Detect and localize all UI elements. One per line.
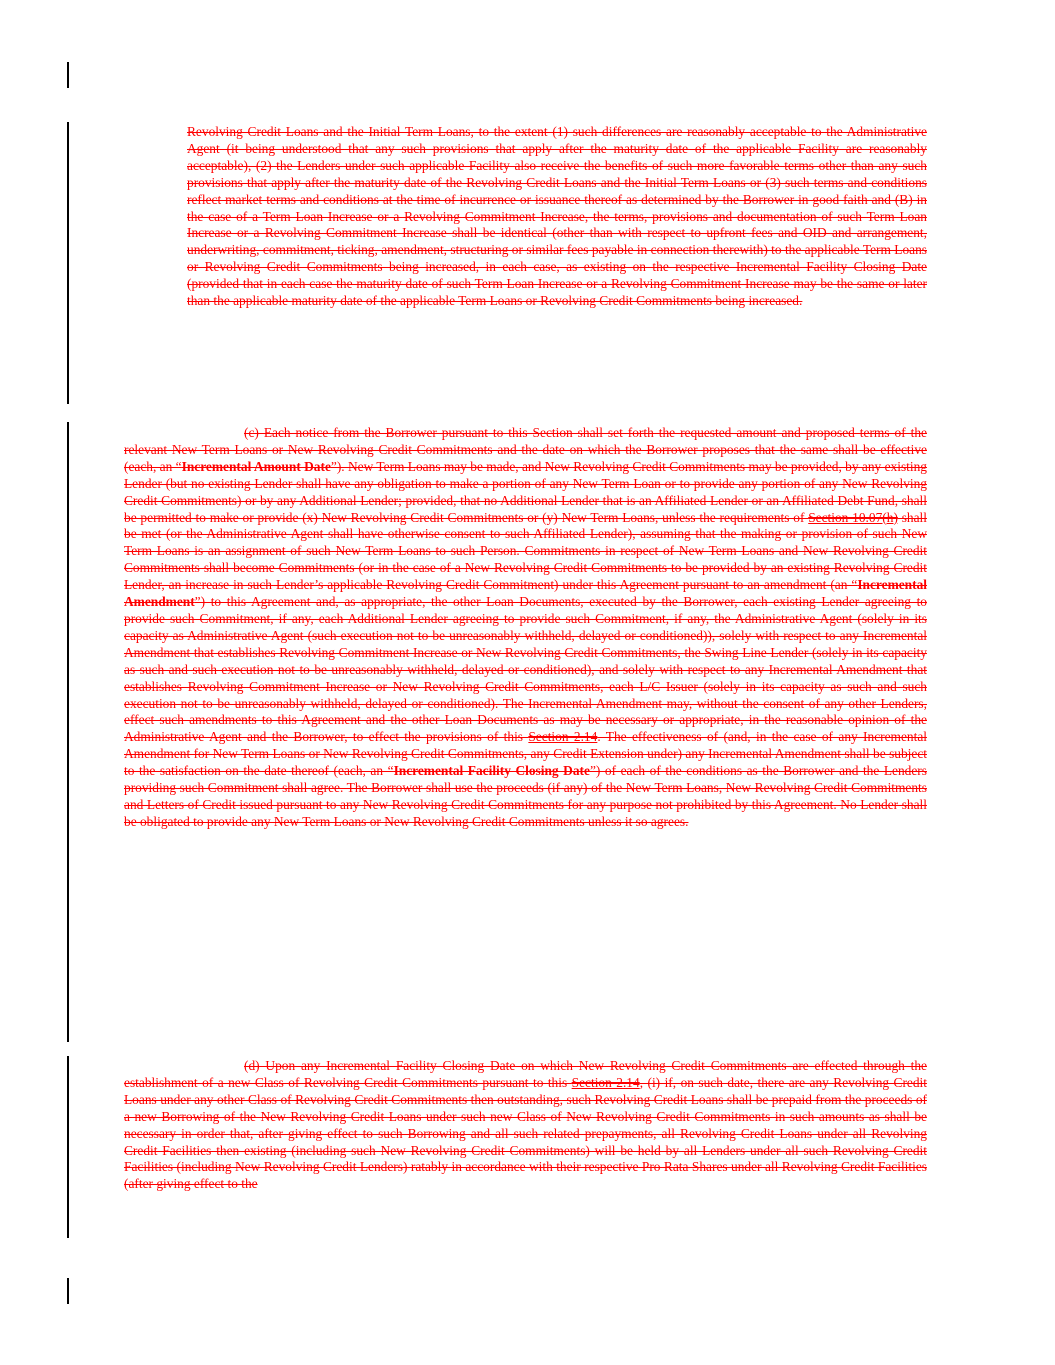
change-bar	[67, 62, 69, 88]
defined-term: Incremental Facility Closing Date	[393, 763, 590, 779]
change-bar	[67, 422, 69, 1042]
paragraph-text: shall be met (or the Administrative Agent shall have otherwise consent to such Affiliated Lender), assuming that the making or provision of such New Term Loans is an assignment of such New Term Loans to such Person. Commitments in respect of New Term Loans and New Revolving Credit Commitments shall become Commitments (or in the case of a New Revolving Credit Commitments to be provided by an existing Revolving Credit Lender, an increase in such Lender’s applicable Revolving Credit Commitment) under this Agreement pursuant to an amendment (an “	[124, 509, 927, 593]
paragraph-c-continuation	[187, 124, 927, 310]
change-bar	[67, 1278, 69, 1304]
section-reference: Section 10.07(h)	[808, 509, 898, 525]
change-bar	[67, 1056, 69, 1238]
paragraph-text: , (i) if, on such date, there are any Revolving Credit Loans under any other Class of Revolving Credit Commitments then outstanding, such Revolving Credit Loans shall be prepaid from the proceeds of a new Borrowing of the New Revolving Credit Loans under such new Class of New Revolving Credit Commitments in such amounts as shall be necessary in order that, after giving effect to such Borrowing and all such related prepayments, all Revolving Credit Loans under all Revolving Credit Facilities then existing (including such New Revolving Credit Commitments) will be held by all Lenders under all such Revolving Credit Facilities (including New Revolving Credit Lenders) ratably in accordance with their respective Pro Rata Shares under all Revolving Credit Facilities (after giving effect to the	[124, 1074, 928, 1192]
paragraph-text: ”) to this Agreement and, as appropriate, the other Loan Documents, executed by the Borrower, each existing Lender agreeing to provide such Commitment, if any, each Additional Lender agreeing to provide such Commitment, if any, the Administrative Agent (solely in its capacity as Administrative Agent (such execution not to be unreasonably withheld, delayed or conditioned)), solely with respect to any Incremental Amendment that establishes Revolving Commitment Increase or New Revolving Credit Commitments, the Swing Line Lender (solely in its capacity as such and such execution not to be unreasonably withheld, delayed or conditioned), and solely with respect to any Incremental Amendment that establishes Revolving Commitment Increase or New Revolving Credit Commitments, each L/C Issuer (solely in its capacity as such and such execution not to be unreasonably withheld, delayed or conditioned). The Incremental Amendment may, without the consent of any other Lenders, effect such amendments to this Agreement and the other Loan Documents as may be necessary or appropriate, in the reasonable opinion of the Administrative Agent and the Borrower, to effect the provisions of this	[124, 594, 927, 745]
section-reference: Section 2.14	[528, 729, 598, 745]
section-reference: Section 2.14	[571, 1074, 640, 1090]
defined-term: Incremental Amendment	[124, 577, 927, 610]
paragraph-text: . The effectiveness of (and, in the case of any Incremental Amendment for New Term Loans or New Revolving Credit Commitments, any Credit Extension under) any Incremental Amendment shall be subject to the satisfaction on the date thereof (each, an “	[124, 729, 927, 779]
paragraph-d	[124, 1058, 927, 1193]
defined-term: Incremental Amount Date	[181, 458, 331, 474]
paragraph-text: (d) Upon any Incremental Facility Closing Date on which New Revolving Credit Commitments are effected through the establishment of a new Class of Revolving Credit Commitments pursuant to this	[124, 1058, 927, 1090]
paragraph-text: (c) Each notice from the Borrower pursuant to this Section shall set forth the requested amount and proposed terms of the relevant New Term Loans or New Revolving Credit Commitments and the date on which the Borrower proposes that the same shall be effective (each, an “	[124, 425, 927, 474]
change-bar	[67, 122, 69, 404]
paragraph-c	[124, 425, 927, 831]
paragraph-text: Revolving Credit Loans and the Initial Term Loans, to the extent (1) such differences are reasonably acceptable to the Administrative Agent (it being understood that any such provisions that apply after the maturity date of the applicable Facility are reasonably acceptable), (2) the Lenders under such applicable Facility also receive the benefits of such more favorable terms other than any such provisions that apply after the maturity date of the Revolving Credit Loans and the Initial Term Loans or (3) such terms and conditions reflect market terms and conditions at the time of incurrence or issuance thereof as determined by the Borrower in good faith and (B) in the case of a Term Loan Increase or a Revolving Commitment Increase, the terms, provisions and documentation of such Term Loan Increase or a Revolving Commitment Increase shall be identical (other than with respect to upfront fees and OID and arrangement, underwriting, commitment, ticking, amendment, structuring or similar fees payable in connection therewith) to the applicable Term Loans or Revolving Credit Commitments being increased, in each case, as existing on the respective Incremental Facility Closing Date (provided that in each case the maturity date of such Term Loan Increase or a Revolving Commitment Increase may be the same or later than the applicable maturity date of the applicable Term Loans or Revolving Credit Commitments being increased.	[187, 124, 927, 309]
paragraph-text: ”) of each of the conditions as the Borrower and the Lenders providing such Commitment shall agree. The Borrower shall use the proceeds (if any) of the New Term Loans, New Revolving Credit Commitments and Letters of Credit issued pursuant to any New Revolving Credit Commitments for any purpose not prohibited by this Agreement. No Lender shall be obligated to provide any New Term Loans or New Revolving Credit Commitments unless it so agrees.	[124, 763, 927, 829]
paragraph-text: ”). New Term Loans may be made, and New Revolving Credit Commitments may be provided, by any existing Lender (but no existing Lender shall have any obligation to make a portion of any New Term Loan or to provide any portion of any New Revolving Credit Commitments) or by any Additional Lender; provided, that no Additional Lender that is an Affiliated Lender or an Affiliated Debt Fund, shall be permitted to make or provide (x) New Revolving Credit Commitments or (y) New Term Loans, unless the requirements of	[124, 458, 928, 525]
